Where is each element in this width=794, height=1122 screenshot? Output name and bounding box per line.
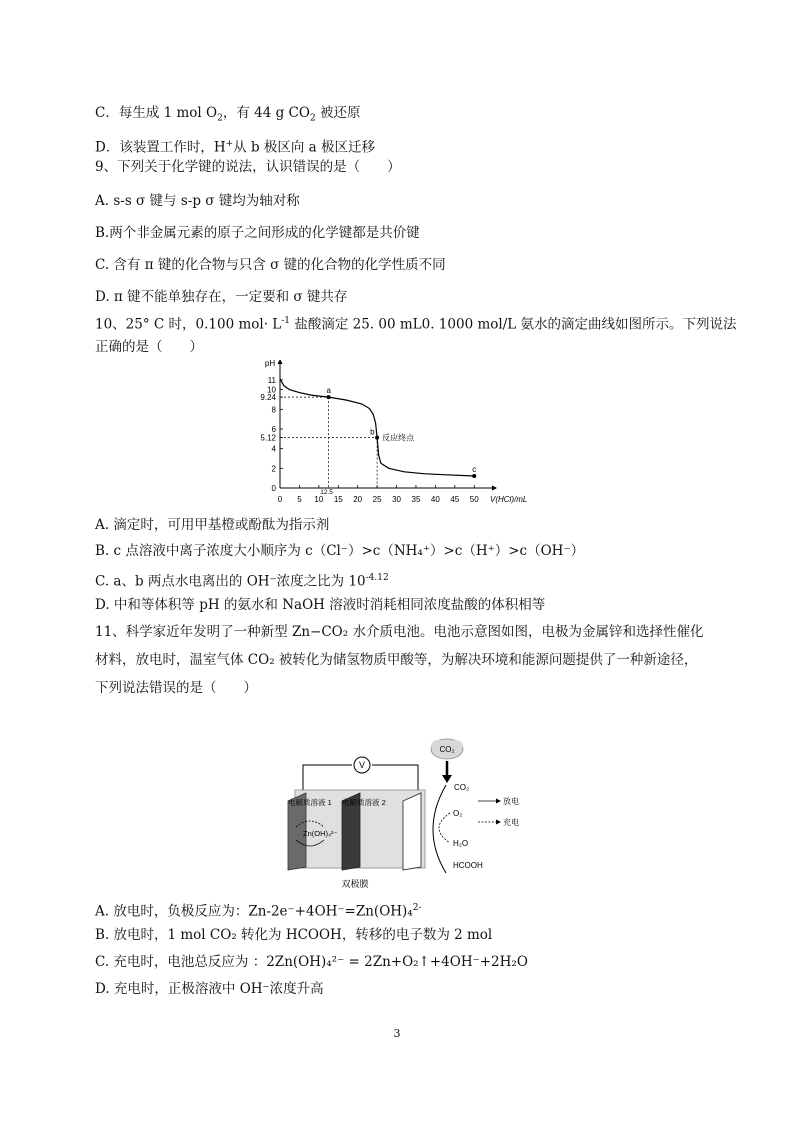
question-11-cont2: 下列说法错误的是（ ） xyxy=(95,680,257,696)
question-11: 11、科学家近年发明了一种新型 Zn−CO₂ 水介质电池。电池示意图如图，电极为金属锌和选择性催化 xyxy=(95,624,704,640)
y-axis-arrow xyxy=(278,360,283,364)
q9-option-a: A. s-s σ 键与 s-p σ 键均为轴对称 xyxy=(95,193,300,209)
q11-option-b: B. 放电时，1 mol CO₂ 转化为 HCOOH，转移的电子数为 2 mol xyxy=(95,927,493,943)
membrane-label: 双极膜 xyxy=(341,879,369,889)
y-tick-label: 11 xyxy=(267,375,276,385)
voltmeter-label: V xyxy=(358,760,366,770)
x-tick-label: 0 xyxy=(277,495,283,504)
point-a xyxy=(327,395,331,399)
x-tick-label: 5 xyxy=(297,495,302,504)
x-tick-label: 15 xyxy=(333,495,343,504)
titration-chart xyxy=(250,360,550,512)
x-tick-label: 45 xyxy=(450,495,460,504)
q10-option-a: A. 滴定时，可用甲基橙或酚酞为指示剂 xyxy=(95,517,330,533)
question-10-cont: 正确的是（ ） xyxy=(95,339,203,355)
co2-cloud-icon xyxy=(431,739,463,759)
titration-curve xyxy=(280,379,477,476)
q10-option-c: C. a、b 两点水电离出的 OH⁻浓度之比为 $10^{-4.12}$ xyxy=(95,573,389,590)
q11-option-c: C. 充电时，电池总反应为 ：2Zn(OH)₄²⁻ = 2Zn+O₂↑+4OH⁻+2H₂O xyxy=(95,954,528,970)
catalyst-electrode xyxy=(403,793,421,870)
question-10: 10、25° C 时，0.100 $mol\cdot L^{-1}$ 盐酸滴定 25. 00 mL0. 1000 mol/L 氨水的滴定曲线如图所示。下列说法 xyxy=(95,316,737,333)
question-11-cont: 材料，放电时，温室气体 CO₂ 被转化为储氢物质甲酸等，为解决环境和能源问题提供了一种新途径， xyxy=(95,652,698,668)
q10-option-d: D. 中和等体积等 pH 的氨水和 NaOH 溶液时消耗相同浓度盐酸的体积相等 xyxy=(95,597,546,613)
cloud-label: CO₂ xyxy=(439,745,455,754)
point-label-b: b xyxy=(370,427,375,437)
discharge-legend: 放电 xyxy=(503,797,519,806)
charge-legend: 充电 xyxy=(503,818,519,827)
y-tick-label: 10 xyxy=(267,385,276,395)
page-number: 3 xyxy=(393,1027,401,1040)
x-tick-label: 50 xyxy=(469,495,479,504)
q11-option-a: A. 放电时，负极反应为：Zn-2e⁻+4OH⁻=Zn(OH)₄$^{2-}$ xyxy=(95,903,422,920)
q9-option-d: D. π 键不能单独存在，一定要和 σ 键共存 xyxy=(95,289,348,305)
x-tick-label: 20 xyxy=(353,495,363,504)
y-tick-label: 5.12 xyxy=(260,433,276,443)
h2o-label: H₂O xyxy=(453,839,469,848)
x-tick-label: 25 xyxy=(372,495,382,504)
battery-diagram xyxy=(270,735,520,895)
y-tick-label: 9.24 xyxy=(260,393,276,403)
y-tick-label: 6 xyxy=(271,425,276,434)
endpoint-note: 反应终点 xyxy=(382,433,415,443)
x-tick-label: 40 xyxy=(430,495,440,504)
x-tick-label: 35 xyxy=(411,495,421,504)
y-tick-label: 0 xyxy=(271,484,276,493)
x-extra-tick-label: 12.5 xyxy=(320,489,333,496)
y-tick-label: 4 xyxy=(271,444,276,454)
electrolyte-1-label: 电解质溶液 1 xyxy=(288,798,332,807)
x-tick-label: 10 xyxy=(314,495,324,504)
q9-option-b: B.两个非金属元素的原子之间形成的化学键都是共价键 xyxy=(95,225,420,241)
co2-label: CO₂ xyxy=(454,783,470,792)
question-9: 9、下列关于化学键的说法，认识错误的是（ ） xyxy=(95,159,401,175)
x-axis-arrow xyxy=(492,486,497,491)
x-axis-label: V(HCl)/mL xyxy=(490,495,528,504)
hcooh-label: HCOOH xyxy=(453,861,483,870)
q11-option-d: D. 充电时，正极溶液中 OH⁻浓度升高 xyxy=(95,981,324,997)
q10-option-b: B. c 点溶液中离子浓度大小顺序为 c（Cl⁻）>c（NH₄⁺）>c（H⁺）>c（OH⁻） xyxy=(95,543,585,559)
point-b xyxy=(375,436,379,440)
point-label-a: a xyxy=(326,386,332,396)
o2-label: O₂ xyxy=(453,809,463,818)
zincate-label: Zn(OH)₄²⁻ xyxy=(303,829,338,838)
x-tick-label: 30 xyxy=(392,495,401,504)
electrolyte-2-label: 电解质溶液 2 xyxy=(342,798,386,807)
point-c xyxy=(472,474,476,478)
option-c-line: C．每生成 1 mol $O_2$，有 44 g $CO_2$ 被还原 xyxy=(95,105,361,124)
y-axis-label: pH xyxy=(264,360,276,368)
point-label-c: c xyxy=(472,465,477,475)
option-d-line: D．该装置工作时，H+从 b 极区向 a 极区迁移 xyxy=(95,139,376,156)
y-tick-label: 2 xyxy=(271,464,276,474)
q9-option-c: C. 含有 π 键的化合物与只含 σ 键的化合物的化学性质不同 xyxy=(95,257,446,273)
y-tick-label: 8 xyxy=(271,405,276,415)
